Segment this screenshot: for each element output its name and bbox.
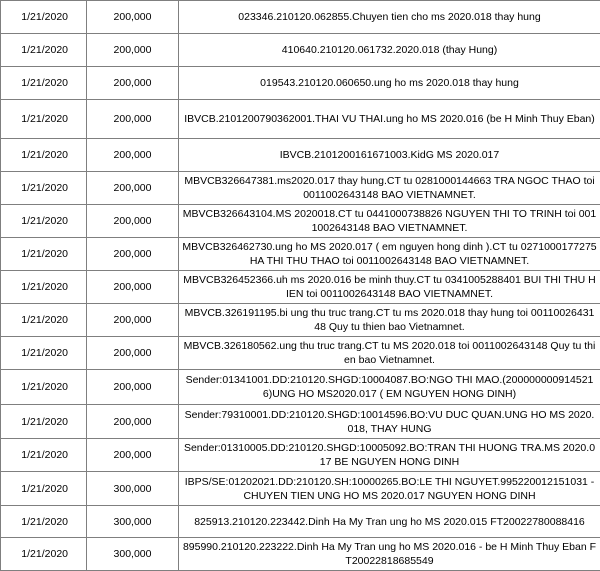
amount-cell: 300,000 xyxy=(87,538,179,571)
description-cell: 023346.210120.062855.Chuyen tien cho ms 2020.018 thay hung xyxy=(179,1,600,34)
description-cell: 895990.210120.223222.Dinh Ha My Tran ung ho MS 2020.016 - be H Minh Thuy Eban FT20022818685549 xyxy=(179,538,600,571)
date-cell: 1/21/2020 xyxy=(1,304,87,337)
table-row xyxy=(1,337,600,370)
amount-cell: 200,000 xyxy=(87,238,179,271)
description-cell: 410640.210120.061732.2020.018 (thay Hung) xyxy=(179,34,600,67)
description-cell: MBVCB326643104.MS 2020018.CT tu 0441000738826 NGUYEN THI TO TRINH toi 0011002643148 BAO VIETNAMNET. xyxy=(179,205,600,238)
date-cell: 1/21/2020 xyxy=(1,100,87,139)
table-row xyxy=(1,1,600,34)
date-cell: 1/21/2020 xyxy=(1,405,87,439)
date-cell: 1/21/2020 xyxy=(1,67,87,100)
table-row xyxy=(1,271,600,304)
table-row xyxy=(1,67,600,100)
description-cell: MBVCB326452366.uh ms 2020.016 be minh thuy.CT tu 0341005288401 BUI THI THU HIEN toi 0011002643148 BAO VIETNAMNET. xyxy=(179,271,600,304)
table-row xyxy=(1,238,600,271)
description-cell: MBVCB326647381.ms2020.017 thay hung.CT tu 0281000144663 TRA NGOC THAO toi 0011002643148 BAO VIETNAMNET. xyxy=(179,172,600,205)
description-cell: IBPS/SE:01202021.DD:210120.SH:10000265.BO:LE THI NGUYET.995220012151031 - CHUYEN TIEN UNG HO MS 2020.017 NGUYEN HONG DINH xyxy=(179,472,600,506)
table-row xyxy=(1,172,600,205)
amount-cell: 200,000 xyxy=(87,205,179,238)
description-cell: IBVCB.2101200790362001.THAI VU THAI.ung ho MS 2020.016 (be H Minh Thuy Eban) xyxy=(179,100,600,139)
amount-cell: 200,000 xyxy=(87,370,179,405)
description-cell: MBVCB326462730.ung ho MS 2020.017 ( em nguyen hong dinh ).CT tu 0271000177275 HA THI THU THAO toi 0011002643148 BAO VIETNAMNET. xyxy=(179,238,600,271)
table-row xyxy=(1,370,600,405)
table-row xyxy=(1,405,600,439)
date-cell: 1/21/2020 xyxy=(1,1,87,34)
amount-cell: 200,000 xyxy=(87,1,179,34)
amount-cell: 200,000 xyxy=(87,139,179,172)
amount-cell: 200,000 xyxy=(87,271,179,304)
amount-cell: 200,000 xyxy=(87,439,179,472)
date-cell: 1/21/2020 xyxy=(1,139,87,172)
description-cell: Sender:79310001.DD:210120.SHGD:10014596.BO:VU DUC QUAN.UNG HO MS 2020.018, THAY HUNG xyxy=(179,405,600,439)
table-row xyxy=(1,538,600,571)
date-cell: 1/21/2020 xyxy=(1,271,87,304)
table-row xyxy=(1,205,600,238)
table-row xyxy=(1,304,600,337)
description-cell: 019543.210120.060650.ung ho ms 2020.018 thay hung xyxy=(179,67,600,100)
description-cell: 825913.210120.223442.Dinh Ha My Tran ung ho MS 2020.015 FT20022780088416 xyxy=(179,506,600,538)
amount-cell: 200,000 xyxy=(87,34,179,67)
description-cell: Sender:01310005.DD:210120.SHGD:10005092.BO:TRAN THI HUONG TRA.MS 2020.017 BE NGUYEN HONG DINH xyxy=(179,439,600,472)
table-row xyxy=(1,34,600,67)
date-cell: 1/21/2020 xyxy=(1,439,87,472)
description-cell: IBVCB.2101200161671003.KidG MS 2020.017 xyxy=(179,139,600,172)
date-cell: 1/21/2020 xyxy=(1,34,87,67)
amount-cell: 200,000 xyxy=(87,172,179,205)
transactions-body xyxy=(1,1,600,571)
amount-cell: 300,000 xyxy=(87,506,179,538)
date-cell: 1/21/2020 xyxy=(1,506,87,538)
date-cell: 1/21/2020 xyxy=(1,238,87,271)
date-cell: 1/21/2020 xyxy=(1,538,87,571)
date-cell: 1/21/2020 xyxy=(1,205,87,238)
amount-cell: 200,000 xyxy=(87,405,179,439)
description-cell: MBVCB.326191195.bi ung thu truc trang.CT tu ms 2020.018 thay hung toi 0011002643148 Quy tu thien bao Vietnamnet. xyxy=(179,304,600,337)
date-cell: 1/21/2020 xyxy=(1,472,87,506)
amount-cell: 200,000 xyxy=(87,337,179,370)
date-cell: 1/21/2020 xyxy=(1,337,87,370)
amount-cell: 300,000 xyxy=(87,472,179,506)
table-row xyxy=(1,139,600,172)
amount-cell: 200,000 xyxy=(87,67,179,100)
date-cell: 1/21/2020 xyxy=(1,370,87,405)
table-row xyxy=(1,472,600,506)
amount-cell: 200,000 xyxy=(87,100,179,139)
description-cell: MBVCB.326180562.ung thu truc trang.CT tu MS 2020.018 toi 0011002643148 Quy tu thien bao Vietnamnet. xyxy=(179,337,600,370)
date-cell: 1/21/2020 xyxy=(1,172,87,205)
table-row xyxy=(1,506,600,538)
table-row xyxy=(1,439,600,472)
table-row xyxy=(1,100,600,139)
description-cell: Sender:01341001.DD:210120.SHGD:10004087.BO:NGO THI MAO.(2000000009145216)UNG HO MS2020.017 ( EM NGUYEN HONG DINH) xyxy=(179,370,600,405)
amount-cell: 200,000 xyxy=(87,304,179,337)
